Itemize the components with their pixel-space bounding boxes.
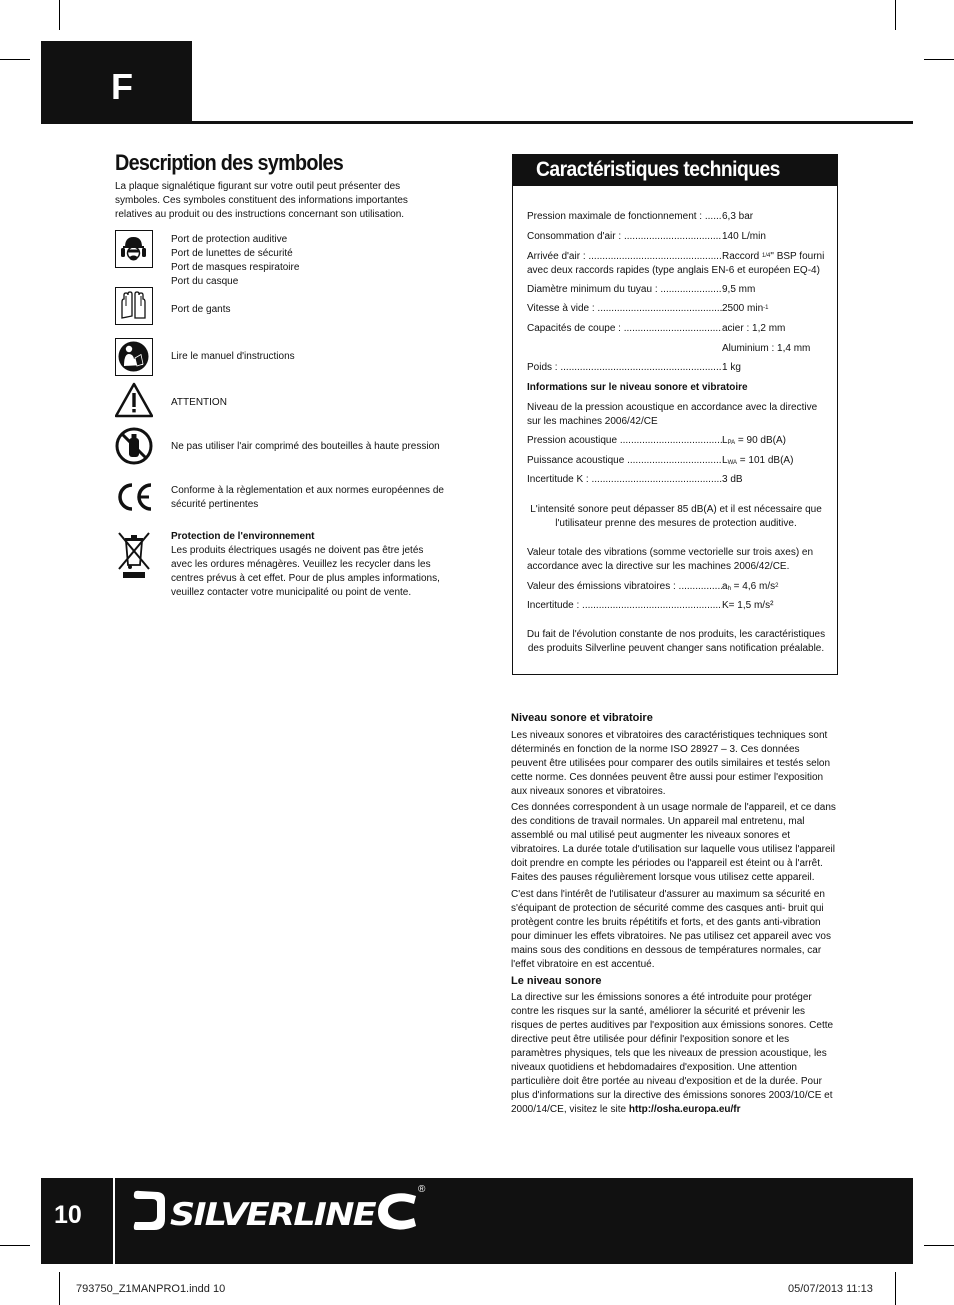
symbol-manual-text	[171, 350, 446, 364]
spec-air-inlet	[527, 250, 825, 278]
symbol-warning-text	[171, 396, 446, 410]
weee-bin-icon	[115, 530, 153, 580]
notes-paragraph-1: Les niveaux sonores et vibratoires des caractéristiques techniques sont déterminés en fonction de la norme ISO 28927 – 3. Ces données peuvent être utilisées pour comparer des outils similaires et testés selon cette norme. Ces données peuvent être aussi pour estimer l'exposition aux niveaux sonores et vibratoires.	[511, 730, 831, 797]
slug-file: 793750_Z1MANPRO1.indd 10	[76, 1283, 226, 1295]
spec-symbol: a	[722, 581, 728, 592]
spec-value	[722, 434, 786, 449]
brand-wordmark: SILVERLINE	[170, 1197, 377, 1233]
page-number: 10	[54, 1201, 82, 1229]
spec-label: Incertitude K : .....	[527, 473, 722, 487]
spec-value: 9,5 mm	[722, 284, 756, 295]
sound-level-heading: Le niveau sonore	[511, 975, 602, 987]
crop-mark	[0, 59, 30, 60]
hearing-note: L'intensité sonore peut dépasser 85 dB(A) et il est nécessaire que l'utilisateur prenne des mesures de protection auditive.	[530, 504, 822, 529]
spec-label: Puissance acoustique .....	[527, 454, 722, 468]
slug-datetime: 05/07/2013 11:13	[788, 1283, 873, 1295]
spec-subscript: h	[727, 586, 731, 592]
no-bottled-air-icon	[115, 427, 153, 465]
header-rule	[41, 121, 913, 124]
specs-footnote: Du fait de l'évolution constante de nos produits, les caractéristiques des produits Silverline peuvent changer sans notification préalable.	[526, 629, 826, 654]
page-number-box	[41, 1178, 115, 1264]
symbols-intro: La plaque signalétique figurant sur votre outil peut présenter des symboles. Ces symboles constituent des informations importantes relatives au produit ou des instructions concernant son utilisation.	[115, 181, 408, 220]
symbol-line: Port de masques respiratoire	[171, 262, 300, 273]
spec-label: Pression maximale de fonctionnement : .....	[527, 210, 722, 224]
symbol-line: Port de protection auditive	[171, 234, 288, 245]
symbol-ce-text: Conforme à la règlementation et aux normes européennes de sécurité pertinentes	[171, 485, 444, 510]
spec-label: Capacités de coupe : .....	[527, 322, 722, 336]
spec-fraction: 1/4	[762, 253, 771, 259]
spec-value: 140 L/min	[722, 231, 766, 242]
spec-subscript: PA	[727, 440, 736, 446]
spec-value-part: " BSP fourni	[770, 251, 825, 262]
spec-label: Valeur des émissions vibratoires : .....	[527, 580, 722, 594]
crop-mark	[59, 1272, 60, 1305]
spec-value	[722, 580, 778, 595]
symbol-line: Ne pas utiliser l'air comprimé des bouteilles à haute pression	[171, 441, 440, 452]
vibration-intro: Valeur totale des vibrations (somme vectorielle sur trois axes) en accordance avec la directive sur les machines 2006/42/CE.	[527, 547, 814, 572]
spec-value-part: = 101 dB(A)	[737, 455, 794, 466]
crop-mark	[59, 0, 60, 30]
spec-subscript: WA	[727, 460, 738, 466]
noise-vibration-heading: Niveau sonore et vibratoire	[511, 712, 653, 724]
symbol-line: ATTENTION	[171, 397, 227, 408]
crop-mark	[924, 59, 954, 60]
symbol-line: Port de lunettes de sécurité	[171, 248, 293, 259]
environment-heading: Protection de l'environnement	[171, 531, 315, 542]
spec-value: acier : 1,2 mm	[722, 323, 786, 334]
crop-mark	[895, 0, 896, 30]
spec-value-part: = 4,6 m/s	[730, 581, 776, 592]
spec-exponent: 2	[775, 583, 779, 589]
symbol-line: Port de gants	[171, 304, 231, 315]
spec-symbol: L	[722, 435, 728, 446]
ppe-headgear-icon	[115, 230, 153, 268]
symbol-line: Lire le manuel d'instructions	[171, 351, 295, 362]
notes-paragraph-4-text: La directive sur les émissions sonores a été introduite pour protéger contre les risques sur la santé, améliorer la sécurité et prévenir les risques de pertes auditives par l'exposition aux émissions sonores. Cette directive peut être utilisée pour définir l'exposition sonore et les paramètres physiques, tels que les niveaux de pression acoustique, les niveaux quotidiens et hebdomadaires d'exposition. Une attention particulière doit être portée au niveau d'exposition et de la durée. Pour plus d'informations sur la directive des émissions sonores 2003/10/CE et 2000/14/CE, visitez le site	[511, 992, 834, 1115]
spec-value-part: = 90 dB(A)	[735, 435, 786, 446]
spec-value: 6,3 bar	[722, 211, 754, 222]
crop-mark	[895, 1272, 896, 1305]
spec-value-part: 2500 min	[722, 303, 764, 314]
notes-paragraph-2: Ces données correspondent à un usage normale de l'appareil, et ce dans des conditions de travail normales. Un appareil mal entretenu, mal assemblé ou mal utilisé peut augmenter les niveaux sonores et vibratoires. La durée totale d'utilisation sur laquelle vous utilisez l'appareil doit prendre en compte les périodes ou l'appareil est éteint ou à l'arrêt. Faites des pauses régulièrement lorsque vous utilisez cette appareil.	[511, 802, 836, 883]
crop-mark	[924, 1245, 954, 1246]
spec-value	[722, 250, 824, 264]
spec-value: K= 1,5 m/s²	[722, 600, 774, 611]
symbol-gloves-text	[171, 303, 446, 317]
spec-value	[722, 302, 768, 316]
specs-header	[512, 154, 838, 186]
spec-value	[722, 454, 793, 469]
section-tab	[41, 41, 192, 123]
spec-label: Arrivée d'air : .....	[527, 250, 722, 264]
ce-mark-icon	[115, 480, 153, 518]
spec-value: 1 kg	[722, 362, 741, 373]
specs-title: Caractéristiques techniques	[536, 158, 780, 181]
noise-info-intro: Niveau de la pression acoustique en accordance avec la directive sur les machines 2006/42/CE	[527, 402, 818, 427]
spec-label: Consommation d'air : .....	[527, 230, 722, 244]
osha-link[interactable]: http://osha.europa.eu/fr	[628, 1104, 741, 1115]
symbol-ppe-text	[171, 233, 446, 289]
spec-continuation: avec deux raccords rapides (type anglais EN-6 et européen EQ-4)	[527, 265, 820, 276]
spec-label: Poids : .....	[527, 361, 722, 375]
crop-mark	[0, 1245, 30, 1246]
warning-triangle-icon	[115, 382, 153, 420]
spec-value: 3 dB	[722, 474, 743, 485]
registered-mark: ®	[418, 1184, 426, 1195]
section-letter: F	[111, 66, 133, 107]
symbol-line: Port du casque	[171, 276, 239, 287]
spec-label: Vitesse à vide : .....	[527, 302, 722, 316]
symbols-title: Description des symboles	[115, 150, 344, 175]
spec-symbol: L	[722, 455, 728, 466]
silverline-logo	[132, 1184, 432, 1235]
symbol-environment-text	[171, 530, 446, 600]
symbol-air-text	[171, 440, 446, 454]
spec-value: Aluminium : 1,4 mm	[722, 343, 811, 354]
notes-paragraph-4	[511, 991, 836, 1117]
spec-label: Incertitude : .....	[527, 599, 722, 613]
manual-icon	[115, 338, 153, 376]
spec-label: Diamètre minimum du tuyau : .....	[527, 283, 722, 297]
spec-exponent: -1	[763, 305, 769, 311]
environment-body: Les produits électriques usagés ne doivent pas être jetés avec les ordures ménagères. Veuillez les recycler dans les centres prévus à cet effet. Pour de plus amples informations, veuillez contacter votre municipalité ou point de vente.	[171, 545, 440, 598]
noise-info-heading: Informations sur le niveau sonore et vibratoire	[527, 382, 748, 393]
gloves-icon	[115, 287, 153, 325]
spec-label: Pression acoustique .....	[527, 434, 722, 448]
spec-value-part: Raccord	[722, 251, 763, 262]
notes-paragraph-3: C'est dans l'intérêt de l'utilisateur d'assurer au maximum sa sécurité en s'équipant de protection de sécurité comme des casques anti- bruit qui protègent contre les bruits répétitifs et forts, et des gants anti-vibration pour diminuer les effets vibratoires. Ne pas utilisez cet appareil avec vos mains sous des conditions en dessous de températures normales, car l'effet vibratoire en est accentué.	[511, 889, 831, 970]
